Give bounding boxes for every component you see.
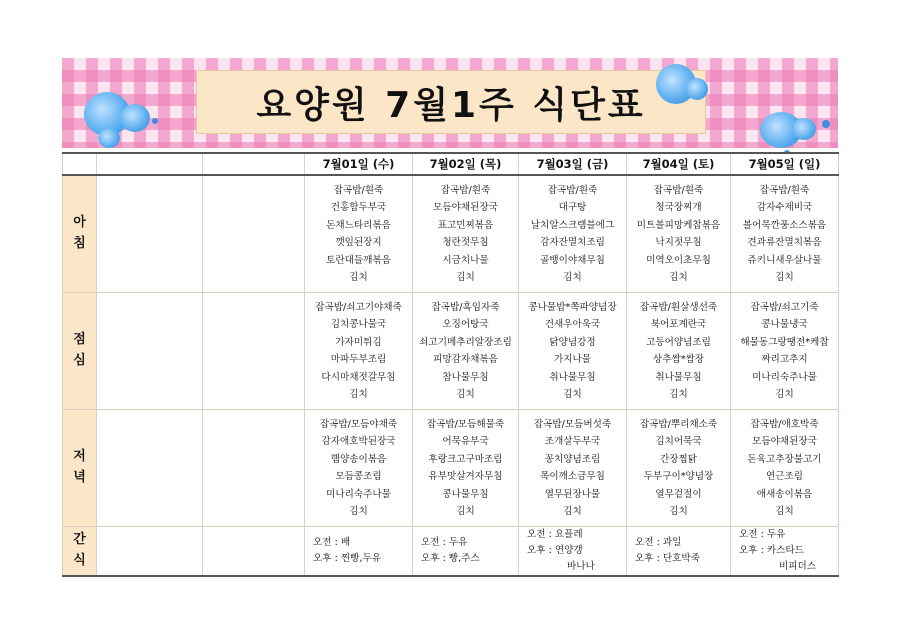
menu-item: 김치 (563, 272, 582, 283)
menu-item: 깻잎된장지 (335, 237, 382, 248)
menu-item: 견과류잔멸치볶음 (747, 237, 822, 248)
menu-item: 잡곡밥/모듬해물죽 (426, 418, 505, 430)
day-header: 7월02일 (목) (413, 153, 519, 175)
menu-item: 김치 (349, 272, 368, 283)
menu-cell (519, 175, 627, 293)
menu-item: 김치 (563, 389, 582, 400)
menu-item: 잡곡밥/뿌리채소죽 (639, 418, 718, 430)
menu-item: 참나물무침 (442, 371, 489, 383)
menu-item: 상추쌈*쌈장 (652, 354, 705, 365)
snack-cell (627, 527, 731, 577)
menu-item: 잡곡밥/흑임자죽 (431, 301, 500, 313)
empty-cell (97, 410, 203, 527)
menu-cell (305, 410, 413, 527)
meal-label-char: 심 (73, 353, 86, 368)
menu-item: 돈육고추장불고기 (747, 453, 822, 465)
snack-cell (731, 527, 839, 577)
meal-row (63, 175, 839, 293)
meal-label-char: 녁 (73, 470, 86, 485)
menu-item: 후랑크고구마조림 (428, 453, 503, 465)
meal-label-char: 아 (73, 215, 86, 231)
day-header: 7월05일 (일) (731, 153, 839, 175)
menu-item: 미트볼피망케찹볶음 (636, 219, 721, 231)
menu-cell (305, 293, 413, 410)
empty-cell (97, 293, 203, 410)
menu-item: 잡곡밥/애호박죽 (750, 418, 819, 430)
meal-label (63, 175, 97, 293)
menu-item: 해물동그랑땡전*케찹 (740, 336, 829, 348)
menu-item: 미나리숙주나물 (326, 488, 391, 500)
snack-item: 오후 : 찐빵,두유 (313, 553, 381, 564)
menu-item: 어묵유부국 (442, 436, 489, 447)
menu-item: 잡곡밥/쇠고기죽 (750, 301, 819, 313)
menu-item: 감자잔멸치조림 (540, 237, 605, 248)
menu-item: 김치 (456, 389, 475, 400)
snack-item: 바나나 (567, 561, 595, 572)
menu-item: 감자수제비국 (756, 202, 813, 213)
menu-item: 잡곡밥/쇠고기야채죽 (315, 301, 402, 313)
menu-item: 잡곡밥/흰죽 (759, 184, 810, 196)
menu-item: 김치어묵국 (655, 436, 702, 447)
menu-item: 취나물무침 (655, 371, 702, 383)
menu-item: 김치 (775, 272, 794, 283)
menu-item: 골뱅이야채무침 (540, 254, 605, 266)
menu-item: 볼어묵깐풍소스볶음 (742, 219, 827, 231)
menu-cell (731, 175, 839, 293)
menu-cell (305, 175, 413, 293)
menu-item: 김치 (669, 389, 688, 400)
menu-item: 다시마채젓갈무침 (321, 371, 396, 383)
snack-row (63, 527, 839, 577)
meal-label-snack (63, 527, 97, 577)
meal-row (63, 410, 839, 527)
menu-item: 유부맛살겨자무침 (428, 471, 503, 482)
snack-item: 오후 : 빵,주스 (421, 553, 480, 564)
meal-label-char: 침 (73, 236, 86, 251)
snack-item: 오후 : 카스타드 (739, 545, 804, 556)
menu-item: 감자애호박된장국 (321, 436, 396, 447)
menu-cell (627, 410, 731, 527)
menu-item: 돈채느타리볶음 (326, 219, 391, 231)
day-header: 7월03일 (금) (519, 153, 627, 175)
menu-item: 북어포계란국 (650, 319, 707, 330)
menu-item: 조개살두부국 (544, 436, 601, 447)
title-box (196, 70, 706, 134)
menu-cell (627, 293, 731, 410)
snack-item: 오전 : 요플레 (527, 529, 583, 540)
menu-cell (413, 293, 519, 410)
meal-label (63, 410, 97, 527)
day-header: 7월01일 (수) (305, 153, 413, 175)
menu-item: 쇠고기메추리알장조림 (419, 336, 512, 348)
snack-item: 오전 : 두유 (739, 529, 786, 540)
menu-item: 김치 (349, 506, 368, 517)
menu-item: 열무된장나물 (544, 488, 601, 500)
menu-item: 애새송이볶음 (756, 488, 813, 500)
menu-cell (627, 175, 731, 293)
menu-item: 취나물무침 (549, 371, 596, 383)
menu-item: 콩나물냉국 (761, 319, 808, 330)
menu-item: 고등어양념조림 (646, 336, 711, 348)
menu-item: 잡곡밥/흰죽 (440, 184, 491, 196)
snack-cell (305, 527, 413, 577)
header-row (63, 153, 839, 175)
menu-item: 표고민찌볶음 (437, 219, 494, 231)
menu-item: 모듬야채된장국 (752, 436, 817, 447)
menu-item: 미나리숙주나물 (752, 371, 817, 383)
meal-label-char: 점 (73, 332, 86, 348)
menu-item: 잡곡밥/흰살생선죽 (639, 301, 718, 313)
snack-cell (519, 527, 627, 577)
menu-item: 마파두부조림 (330, 354, 387, 365)
menu-item: 잡곡밥/흰죽 (333, 184, 384, 196)
menu-cell (731, 293, 839, 410)
menu-item: 닭양념강정 (549, 336, 596, 348)
menu-item: 청국장찌개 (655, 202, 702, 213)
meal-label-char: 저 (73, 449, 86, 465)
header-blank (63, 153, 97, 175)
snack-item: 오후 : 연양갱 (527, 545, 583, 556)
menu-item: 짜리고추지 (761, 354, 808, 365)
page-title: 요양원 7월1주 식단표 (256, 84, 646, 126)
menu-item: 모듬콩조림 (335, 471, 382, 482)
empty-cell (203, 293, 305, 410)
menu-item: 김치 (669, 272, 688, 283)
menu-cell (413, 410, 519, 527)
menu-item: 열무겉절이 (655, 488, 702, 500)
menu-item: 잡곡밥/흰죽 (653, 184, 704, 196)
day-header: 7월04일 (토) (627, 153, 731, 175)
menu-item: 두부구이*양념장 (643, 471, 714, 482)
menu-item: 김치 (669, 506, 688, 517)
menu-item: 햄양송이볶음 (330, 453, 387, 465)
menu-cell (519, 410, 627, 527)
menu-item: 김치콩나물국 (330, 319, 387, 330)
menu-item: 오징어탕국 (442, 319, 489, 330)
menu-item: 김치 (349, 389, 368, 400)
empty-cell (203, 410, 305, 527)
menu-item: 쥬키니새우살나물 (747, 254, 822, 266)
menu-item: 잡곡밥/모듬버섯죽 (533, 418, 612, 430)
menu-item: 간장찜닭 (659, 453, 698, 465)
menu-item: 김치 (456, 272, 475, 283)
meal-label (63, 293, 97, 410)
menu-item: 잡곡밥/모듬야채죽 (319, 418, 398, 430)
menu-item: 미역오이초무침 (646, 254, 711, 266)
menu-item: 피망감자채볶음 (433, 354, 498, 365)
header-blank (97, 153, 203, 175)
meal-row (63, 293, 839, 410)
menu-item: 김치 (775, 389, 794, 400)
menu-item: 목이깨소금무침 (540, 471, 605, 482)
menu-table (62, 152, 839, 577)
menu-item: 대구탕 (558, 202, 587, 213)
menu-item: 김치 (456, 506, 475, 517)
menu-item: 잡곡밥/흰죽 (547, 184, 598, 196)
header-blank (203, 153, 305, 175)
menu-item: 콩나물무침 (442, 488, 489, 500)
menu-item: 날치알스크램블에그 (530, 219, 615, 231)
menu-item: 가자미튀김 (335, 336, 382, 348)
menu-item: 가지나물 (553, 354, 592, 365)
menu-item: 토란대들깨볶음 (326, 254, 391, 266)
menu-item: 콩나물밥*쪽파양념장 (528, 301, 617, 313)
meal-label-char: 간 (73, 532, 86, 548)
snack-item: 비피더스 (779, 561, 817, 572)
snack-item: 오전 : 두유 (421, 537, 468, 548)
snack-item: 오후 : 단호박죽 (635, 553, 700, 564)
menu-item: 낙지젓무침 (655, 237, 702, 248)
empty-cell (203, 175, 305, 293)
menu-cell (519, 293, 627, 410)
menu-cell (731, 410, 839, 527)
empty-cell (97, 175, 203, 293)
menu-item: 연근조림 (765, 471, 804, 482)
menu-item: 김치 (563, 506, 582, 517)
menu-item: 김치 (775, 506, 794, 517)
menu-item: 꽁치양념조림 (544, 453, 601, 465)
menu-item: 시금치나물 (442, 254, 489, 266)
meal-label-char: 식 (73, 553, 86, 568)
snack-item: 오전 : 과일 (635, 537, 682, 548)
menu-item: 건홍합두부국 (330, 202, 387, 213)
menu-item: 모듬야채된장국 (433, 202, 498, 213)
menu-cell (413, 175, 519, 293)
menu-item: 청란젓무침 (442, 237, 489, 248)
menu-item: 건새우아욱국 (544, 319, 601, 330)
snack-cell (413, 527, 519, 577)
snack-item: 오전 : 배 (313, 537, 351, 548)
